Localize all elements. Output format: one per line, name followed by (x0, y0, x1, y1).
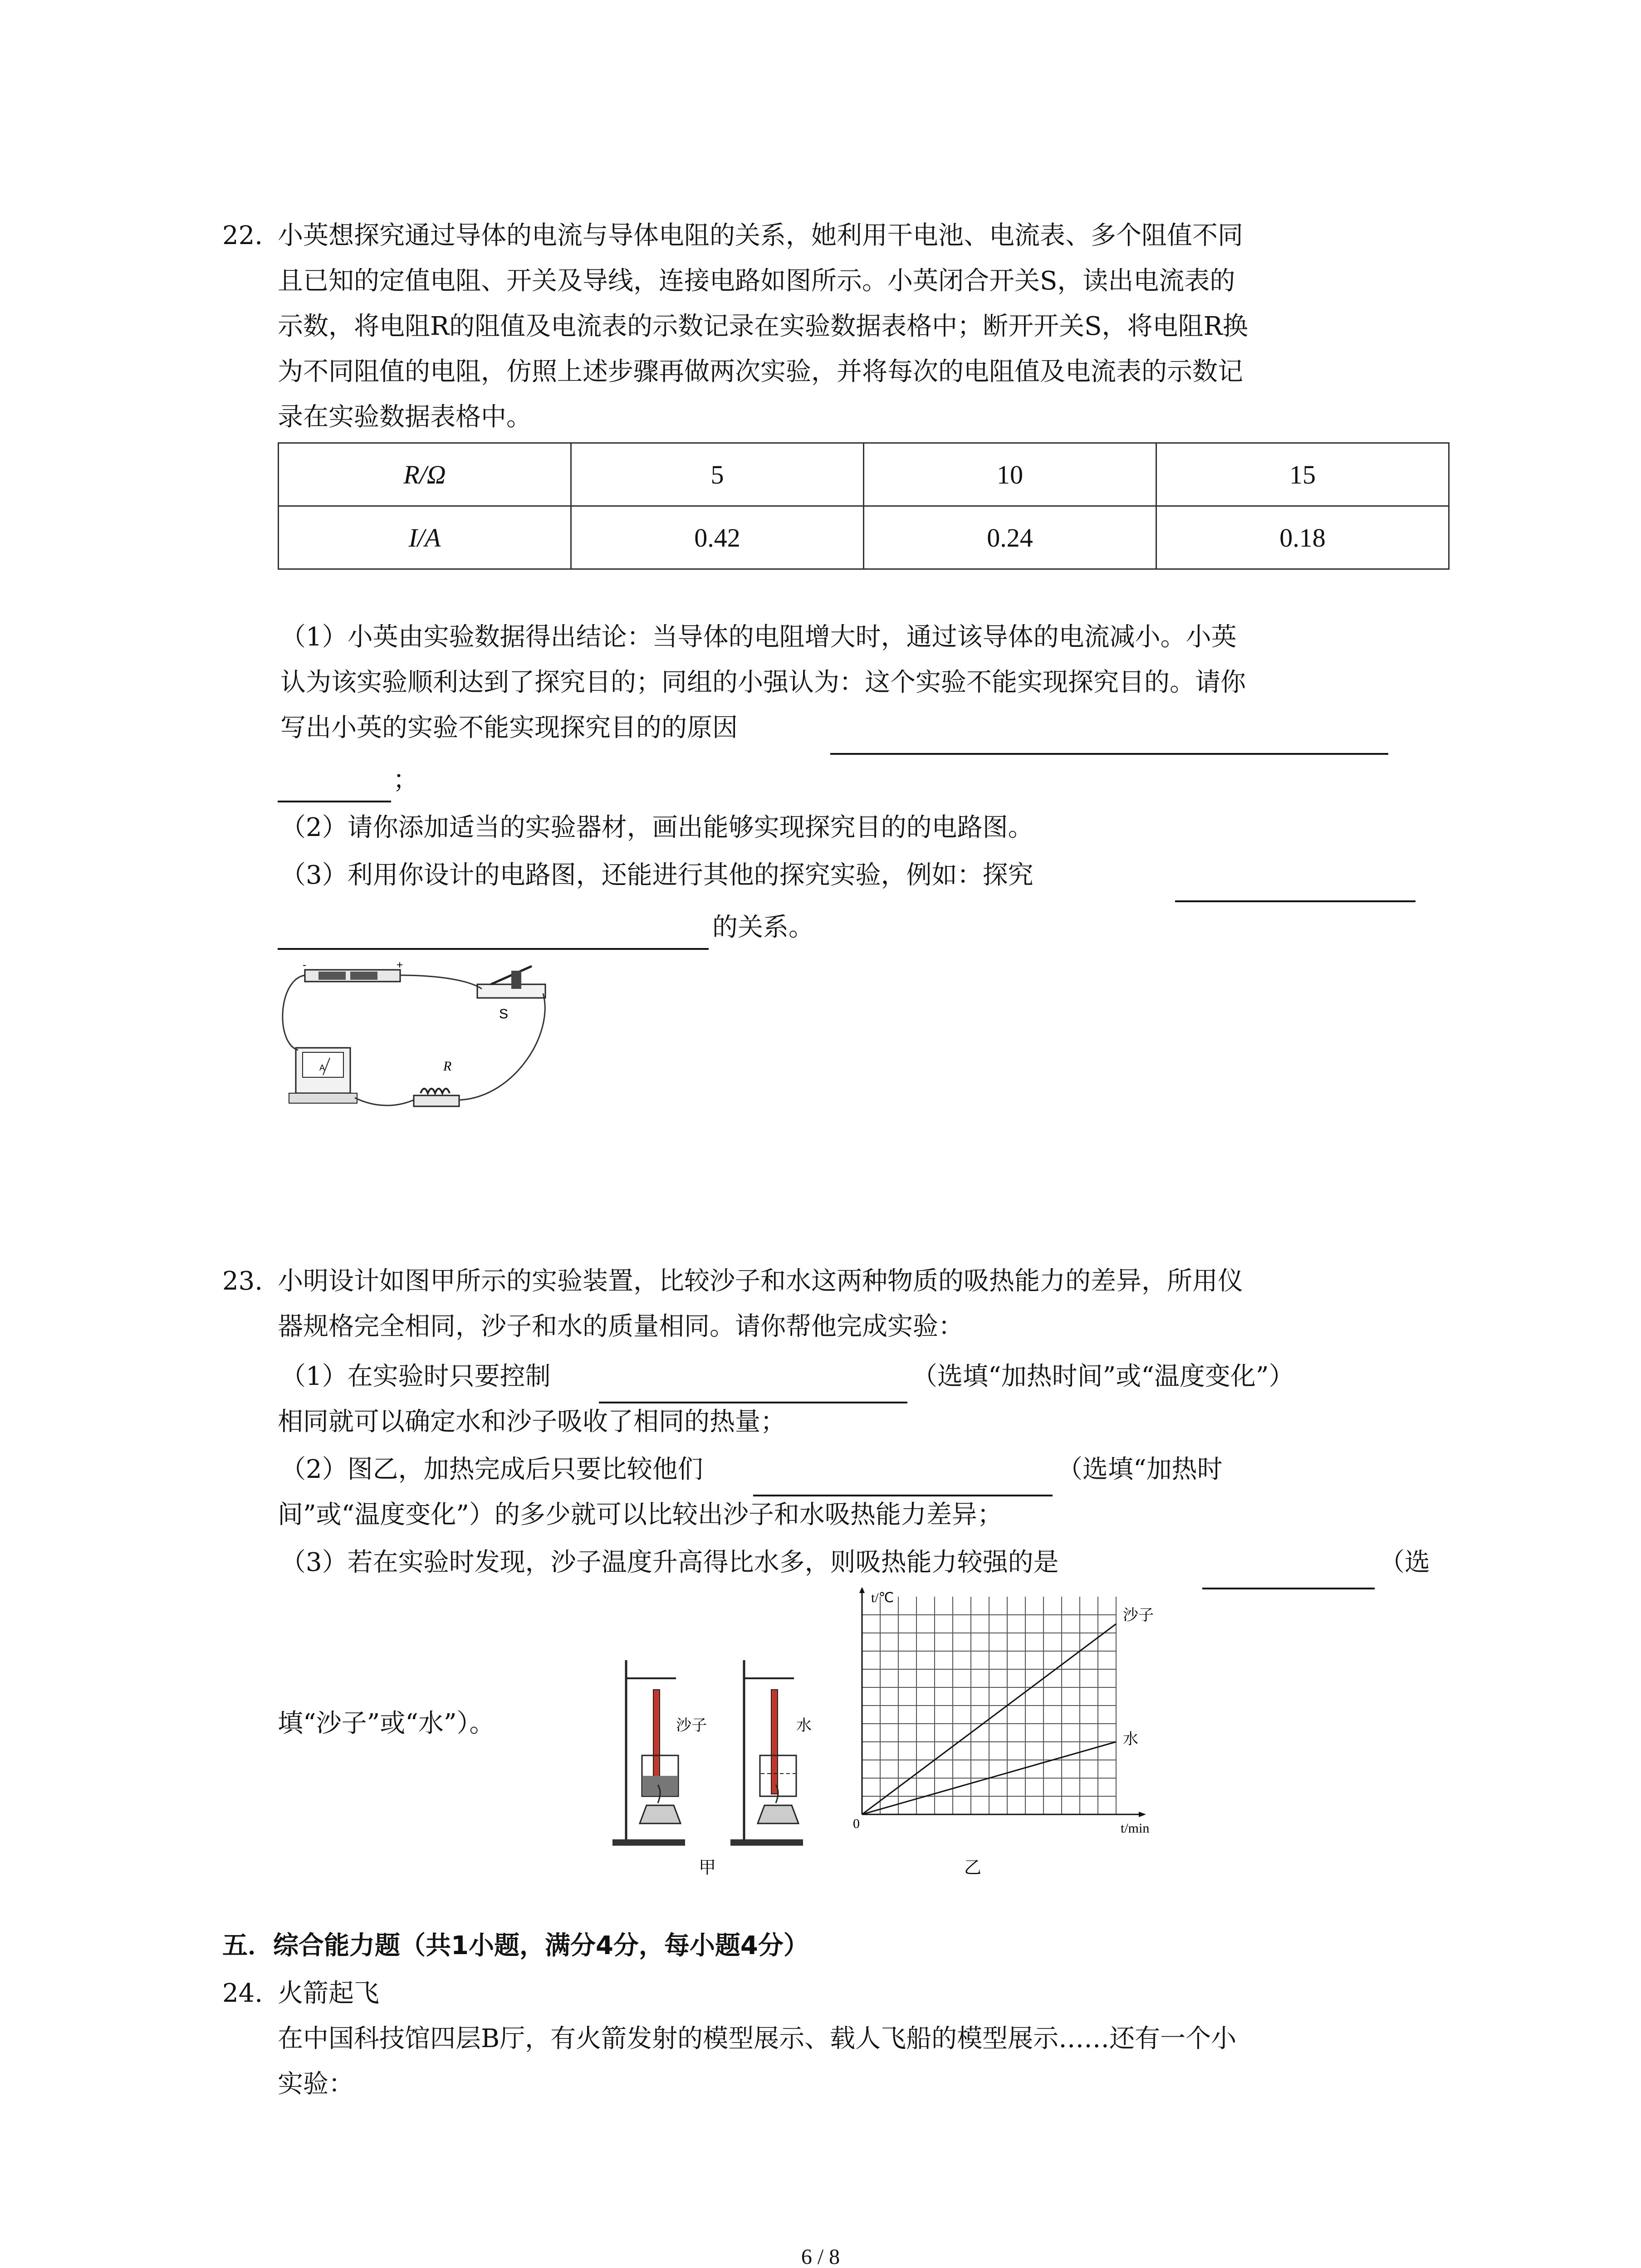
table-cell: R/Ω (279, 443, 571, 506)
q23-line-1: 小明设计如图甲所示的实验装置，比较沙子和水这两种物质的吸热能力的差异，所用仪 (278, 1266, 1243, 1296)
switch-label: S (499, 1007, 509, 1022)
q22-circuit-figure (278, 962, 559, 1125)
ammeter-label: A (319, 1063, 325, 1072)
answer-blank-q22-3b[interactable] (278, 921, 709, 950)
table-row (279, 506, 1449, 569)
q24-title: 火箭起飞 (278, 1979, 379, 2008)
wire-1 (283, 975, 305, 1050)
table-cell: 15 (1156, 443, 1449, 506)
y-axis-arrow (859, 1588, 865, 1593)
q23-line-2: 器规格完全相同，沙子和水的质量相同。请你帮他完成实验： (278, 1312, 964, 1341)
answer-blank-q22-1a[interactable] (830, 726, 1388, 755)
water-label: 水 (796, 1716, 812, 1735)
figure-yi-label: 乙 (964, 1857, 982, 1877)
q22-data-table (278, 442, 1450, 570)
answer-blank-q23-3[interactable] (1202, 1560, 1375, 1589)
resistor-label: R (443, 1059, 452, 1074)
table-cell: 0.42 (571, 506, 864, 569)
q22-sub3-line-2: 的关系。 (712, 913, 814, 942)
q23-figure-jia (608, 1651, 844, 1878)
q22-sub1-line-3 (280, 705, 738, 751)
q23-sub3-options: （选 (1379, 1548, 1430, 1577)
q24-line-1: 在中国科技馆四层B厅，有火箭发射的模型展示、载人飞船的模型展示……还有一个小 (278, 2024, 1237, 2053)
q23-sub1-options: （选填“加热时间”或“温度变化”） (912, 1362, 1294, 1391)
q22-sub3-line-1: （3）利用你设计的电路图，还能进行其他的探究实验，例如：探究 (280, 860, 1034, 890)
origin-label: 0 (853, 1816, 860, 1831)
thermometer-2 (771, 1690, 778, 1794)
x-axis-label: t/min (1121, 1821, 1150, 1836)
resistor-base (414, 1095, 459, 1106)
question-23-number: 23. (222, 1266, 263, 1296)
burner-2 (758, 1805, 798, 1823)
y-axis-label: t/℃ (871, 1590, 894, 1605)
q23-sub2-line-1: （2）图乙，加热完成后只要比较他们 (280, 1455, 703, 1484)
battery-plus-label: + (397, 962, 403, 971)
table-cell: I/A (279, 506, 571, 569)
q22-line-4: 为不同阻值的电阻，仿照上述步骤再做两次实验，并将每次的电阻值及电流表的示数记 (278, 357, 1243, 386)
sand-label: 沙子 (676, 1716, 707, 1735)
graph-grid (862, 1597, 1116, 1814)
battery-cell-2 (350, 972, 377, 980)
q22-sub1-line-3-text: 写出小英的实验不能实现探究目的的原因 (280, 713, 738, 743)
q23-sub2-line-2: 间”或“温度变化”）的多少就可以比较出沙子和水吸热能力差异； (278, 1500, 1003, 1530)
question-24-number: 24. (222, 1979, 263, 2008)
figure-jia-label: 甲 (699, 1857, 716, 1877)
q23-sub3-line-1: （3）若在实验时发现，沙子温度升高得比水多，则吸热能力较强的是 (280, 1548, 1059, 1577)
page-number: 6 / 8 (801, 2245, 840, 2268)
resistor-coil (421, 1089, 450, 1093)
table-cell: 5 (571, 443, 864, 506)
q23-sub2-options: （选填“加热时 (1057, 1455, 1223, 1484)
q22-line-3: 示数，将电阻R的阻值及电流表的示数记录在实验数据表格中；断开开关S，将电阻R换 (278, 312, 1248, 341)
battery-cell-1 (318, 972, 346, 980)
wire-2 (400, 975, 482, 989)
q22-line-1: 小英想探究通过导体的电流与导体电阻的关系，她利用干电池、电流表、多个阻值不同 (278, 221, 1243, 250)
table-cell: 0.24 (864, 506, 1156, 569)
q23-sub3-line-2: 填“沙子”或“水”）。 (278, 1709, 495, 1738)
q22-sub1-line-1: （1）小英由实验数据得出结论：当导体的电阻增大时，通过该导体的电流减小。小英 (280, 622, 1237, 652)
q24-line-2: 实验： (278, 2069, 354, 2099)
table-cell: 10 (864, 443, 1156, 506)
q22-sub2: （2）请你添加适当的实验器材，画出能够实现探究目的的电路图。 (280, 813, 1034, 842)
sand-line-label: 沙子 (1123, 1606, 1154, 1624)
answer-blank-q22-1b[interactable] (278, 773, 391, 802)
q22-line-5: 录在实验数据表格中。 (278, 402, 532, 432)
q23-figure-yi (844, 1588, 1171, 1878)
question-22-number: 22. (222, 221, 263, 250)
table-cell: 0.18 (1156, 506, 1449, 569)
q23-sub1-line-2: 相同就可以确定水和沙子吸收了相同的热量； (278, 1407, 786, 1437)
table-row (279, 443, 1449, 506)
x-axis-arrow (1139, 1812, 1146, 1817)
q22-sub1-line-2: 认为该实验顺利达到了探究目的；同组的小强认为：这个实验不能实现探究目的。请你 (280, 668, 1246, 697)
q22-sub1-end: ； (393, 765, 418, 795)
water-line-label: 水 (1123, 1730, 1138, 1748)
answer-blank-q22-3a[interactable] (1175, 873, 1416, 902)
burner-1 (640, 1805, 681, 1823)
ammeter-base (289, 1093, 357, 1103)
wire-4 (355, 1098, 414, 1105)
q23-sub1-line-1: （1）在实验时只要控制 (280, 1362, 551, 1391)
switch-post (511, 971, 521, 989)
section-5-title: 五．综合能力题（共1小题，满分4分，每小题4分） (222, 1931, 809, 1960)
stand-base-1 (612, 1839, 685, 1846)
stand-base-2 (730, 1839, 803, 1846)
q22-line-2: 且已知的定值电阻、开关及导线，连接电路如图所示。小英闭合开关S，读出电流表的 (278, 266, 1235, 296)
battery-minus-label: - (303, 962, 306, 971)
